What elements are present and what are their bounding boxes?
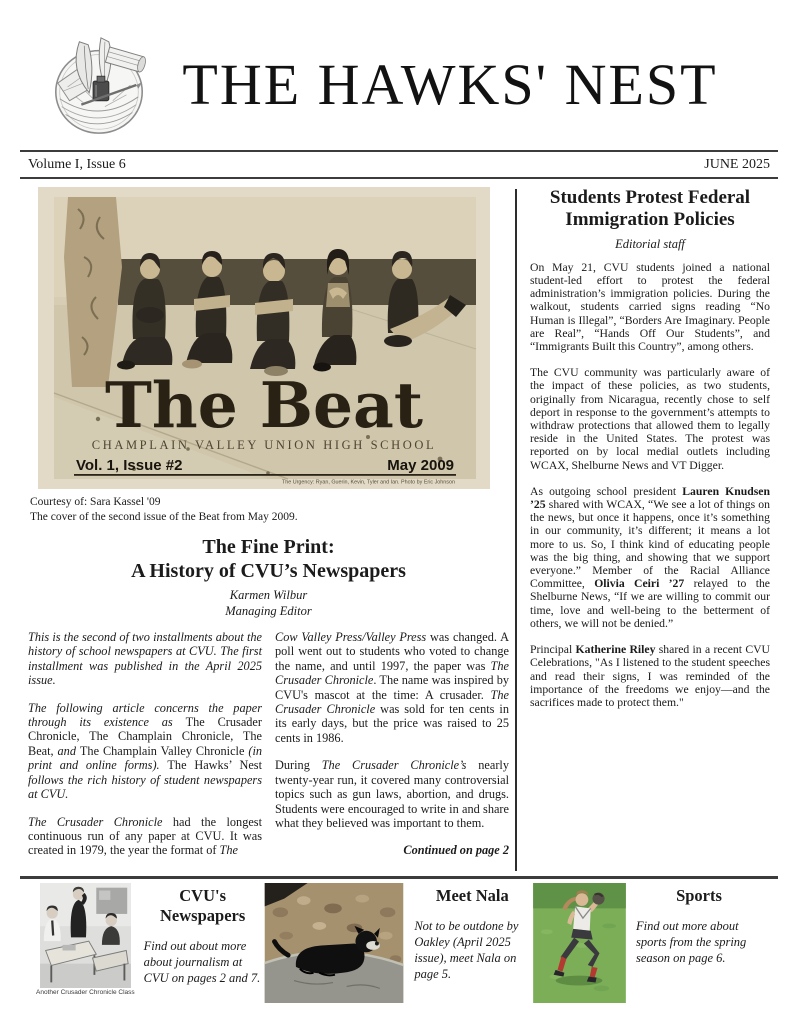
article-paragraph: The following article concerns the paper through its existence as The Crusader Chronicle, The Champlain Chronicle, The Beat, and The Champlain Valley Chronicle (in print and online forms). The Hawks’ Nest follows the rich history of student newspapers at CVU. [28,700,263,802]
article-paragraph: During The Crusader Chronicle’s nearly twenty-year run, it covered many controversial topics such as gun laws, abortion, and drugs. Students were encouraged to write in and share what they believed was important to them. [275,758,509,830]
article-paragraph: On May 21, CVU students joined a national student-led effort to protest the federal administration’s immigration policies. During the walkout, students carried signs reading “No Human is Illegal”, “Borders Are Imaginary. People are Real”, “Hands Off Our Students”, and “Immigrants Built this Country”, among others. [530,260,770,354]
crusader-chronicle-classroom-photo [37,883,134,988]
beat-cover-photo [38,187,490,489]
left-article-headline [28,535,509,584]
teaser-title: Sports [676,885,722,905]
black-dog-on-rock-photo [263,883,405,1003]
page-title: THE HAWKS' NEST [182,52,718,117]
beat-date-text: May 2009 [387,457,454,474]
nest-with-quills-sketch-icon [44,30,154,140]
article-paragraph: Principal Katherine Riley shared in a recent CVU Celebrations, "As I listened to the student speeches and read their signs, I was reminded of the importance of the freedoms we enjoy—and the sacrifices made to protect them." [530,643,770,709]
classroom-photo-caption: Another Crusader Chronicle Class [36,988,135,996]
continued-notice: Continued on page 2 [403,843,509,858]
issue-date-label: JUNE 2025 [704,157,770,172]
article-paragraph: The Crusader Chronicle had the longest continuous run of any paper at CVU. It was created in 1979, the year the format of The [28,814,263,858]
byline-name: Karmen Wilbur [229,587,308,602]
beat-school-text: CHAMPLAIN VALLEY UNION HIGH SCHOOL [91,438,437,452]
teaser-cvus-newspapers [36,883,262,1003]
article-paragraph: As outgoing school president Lauren Knudsen ’25 shared with WCAX, “We see a lot of things on the news, but once it happens, once it’s something in our community, it’s different; it means a lot more to us. So, I think kind of educating people was the big thing, and showing that we support everyone.” Member of the Racial Alliance Committee, Olivia Ceiri ’27 relayed to the Shelburne News, “If we are willing to commit our time, love and well-being to the betterment of others, we will not be denied.” [530,484,770,630]
teaser-body [414,883,530,1003]
teaser-text: Not to be outdone by Oakley (April 2025 issue), meet Nala on page 5. [414,919,519,982]
right-article [517,185,770,871]
left-article-byline [28,587,509,620]
right-article-byline: Editorial staff [615,236,685,251]
left-article [28,185,509,871]
left-article-body [28,630,509,871]
teaser-body [636,883,762,1003]
photo-credit: Courtesy of: Sara Kassel '09 [30,496,161,508]
right-article-headline: Students Protest Federal Immigration Policies [549,187,751,231]
article-paragraph: The CVU community was particularly aware of the impact of these policies, as two students, originally from Nicaragua, recently chose to self deport in response to the government’s attempts to withdraw protections that allowed them to legally reside in the United States. The protest was reported on by local medial outlets including WCAX, Shelburne News and VT Digger. [530,366,770,472]
beat-credit-text: The Urgency: Ryan, Guerin, Kevin, Tyler and Ian. Photo by Eric Johnson [281,479,455,486]
headline-line-2: A History of CVU’s Newspapers [131,560,406,583]
masthead [0,0,798,150]
teaser-text: Find out more about sports from the spring season on page 6. [635,919,747,966]
beat-issue-text: Vol. 1, Issue #2 [76,457,183,474]
teaser-text: Find out about more about journalism at CVU on pages 2 and 7. [143,938,261,985]
teaser-title: Meet Nala [435,885,509,905]
teaser-body [144,883,262,1003]
main-content [0,179,798,871]
teaser-figure [263,883,405,1003]
teaser-section [0,879,798,1003]
newspaper-logo [44,30,154,140]
headline-line-1: The Fine Print: [202,535,335,558]
teaser-meet-nala [263,883,530,1003]
body-column-1 [28,630,262,871]
photo-caption: The cover of the second issue of the Beat from May 2009. [30,511,298,524]
byline-role: Managing Editor [225,603,312,618]
body-column-2 [275,630,509,871]
softball-player-photo [532,883,627,1003]
teaser-figure [36,883,135,1003]
teaser-sports [532,883,762,1003]
teaser-title: CVU's Newspapers [160,885,246,925]
article-paragraph: This is the second of two installments about the history of school newspapers at CVU. The first installment was published in the April 2025 issue. [28,630,262,688]
article-paragraph: Cow Valley Press/Valley Press was changed. A poll went out to students who voted to change the name, and until 1997, the paper was The Crusader Chronicle. The name was inspired by CVU's mascot at the time: A crusader. The Crusader Chronicle was sold for ten cents in its early days, but the price was raised to 25 cents in 1986. [275,630,509,745]
beat-masthead-text: The Beat [105,368,423,442]
issue-line [20,152,778,177]
volume-label: Volume I, Issue 6 [28,157,126,172]
teaser-figure [532,883,627,1003]
